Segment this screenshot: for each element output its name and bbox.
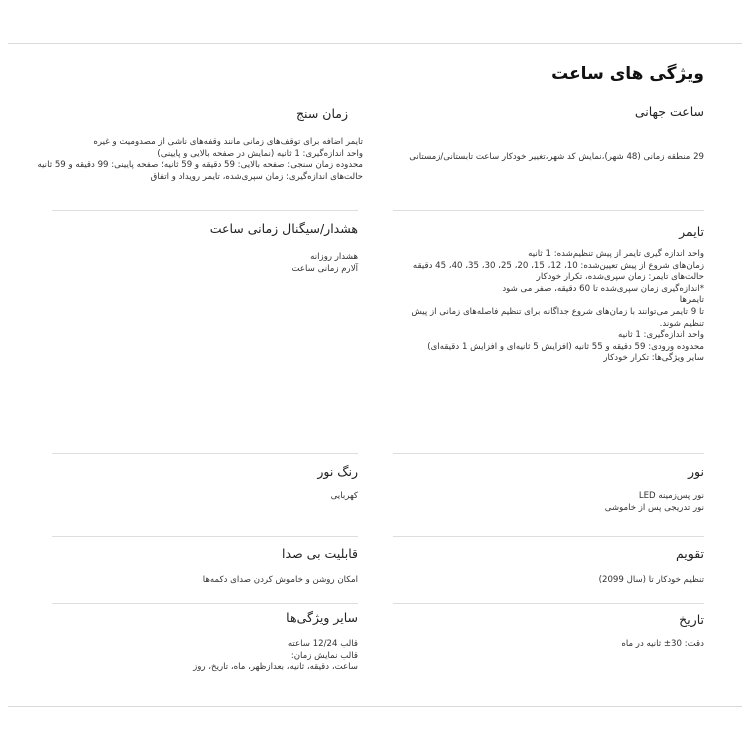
divider-row4-left	[52, 603, 358, 604]
divider-row3-left	[52, 536, 358, 537]
section-body-mute: امکان روشن و خاموش کردن صدای دکمه‌ها	[202, 575, 358, 585]
page-title: ویژگی های ساعت	[551, 64, 704, 84]
section-world-time	[404, 104, 704, 164]
section-body-alarm: هشدار روزانه آلارم زمانی ساعت	[291, 252, 358, 274]
divider-row4-right	[393, 603, 704, 604]
section-stopwatch	[1, 106, 363, 183]
section-timer	[404, 224, 704, 365]
divider-row2-right	[393, 453, 704, 454]
section-body-calendar: تنظیم خودکار تا (سال 2099)	[598, 575, 704, 585]
section-light	[404, 464, 704, 514]
section-light-color	[58, 464, 358, 503]
section-title-calendar: تقویم	[675, 546, 704, 561]
section-title-alarm: هشدار/سیگنال زمانی ساعت	[209, 221, 358, 236]
section-title-mute: قابلیت بی صدا	[282, 546, 358, 561]
section-mute	[58, 546, 358, 587]
section-title-light-color: رنگ نور	[317, 464, 358, 479]
bottom-rule	[8, 706, 742, 707]
section-date	[404, 612, 704, 651]
section-body-world-time: 29 منطقه زمانی (48 شهر)،نمایش کد شهر،تغییر خودکار ساعت تابستانی/زمستانی	[409, 152, 704, 162]
section-title-world-time: ساعت جهانی	[634, 104, 704, 119]
divider-row2-left	[52, 453, 358, 454]
section-body-light: نور پس‌زمینه LED نور تدریجی پس از خاموشی	[604, 491, 704, 513]
divider-row3-right	[393, 536, 704, 537]
section-title-stopwatch: زمان سنج	[295, 106, 348, 121]
section-body-light-color: کهربایی	[330, 491, 358, 501]
section-body-stopwatch: تایمر اضافه برای توقف‌های زمانی مانند وقفه‌های ناشی از مصدومیت و غیره واحد اندازه‌گیری: 1 ثانیه (نمایش در صفحه بالایی و پایینی) محدوده زمان سنجی: صفحه بالایی: 59 دقیقه و 59 ثانیه؛ صفحه پایینی: 99 دقیقه و 59 ثانیه حالت‌های اندازه‌گیری: زمان سپری‌شده، تایمر رویداد و اتفاق	[37, 137, 363, 182]
section-body-other: قالب 12/24 ساعته قالب نمایش زمان: ساعت، دقیقه، ثانیه، بعدازظهر، ماه، تاریخ، روز	[193, 639, 358, 673]
section-body-timer: واحد اندازه گیری تایمر از پیش تنظیم‌شده: 1 ثانیه زمان‌های شروع از پیش تعیین‌شده: 10، 12، 15، 20، 25، 30، 35، 40، 45 دقیقه حالت‌های تایمر: زمان سپری‌شده، تکرار خودکار *اندازه‌گیری زمان سپری‌شده تا 60 دقیقه، صفر می شود تایمرها تا 9 تایمر می‌توانند با زمان‌های شروع جداگانه برای تنظیم فاصله‌های زمانی از پیش تنظیم شوند. واحد اندازه‌گیری: 1 ثانیه محدوده ورودی: 59 دقیقه و 55 ثانیه (افزایش 5 ثانیه‌ای و افزایش 1 دقیقه‌ای) سایر ویژگی‌ها: تکرار خودکار	[411, 249, 704, 364]
top-rule	[8, 43, 742, 44]
section-title-light: نور	[688, 464, 704, 479]
section-calendar	[404, 546, 704, 587]
section-other	[58, 610, 358, 674]
section-body-date: دقت: 30± ثانیه در ماه	[621, 639, 704, 649]
section-alarm	[58, 221, 358, 275]
section-title-date: تاریخ	[679, 612, 704, 627]
divider-row1-right	[393, 210, 704, 211]
section-title-other: سایر ویژگی‌ها	[286, 610, 358, 625]
divider-row1-left	[52, 210, 358, 211]
section-title-timer: تایمر	[679, 224, 704, 239]
